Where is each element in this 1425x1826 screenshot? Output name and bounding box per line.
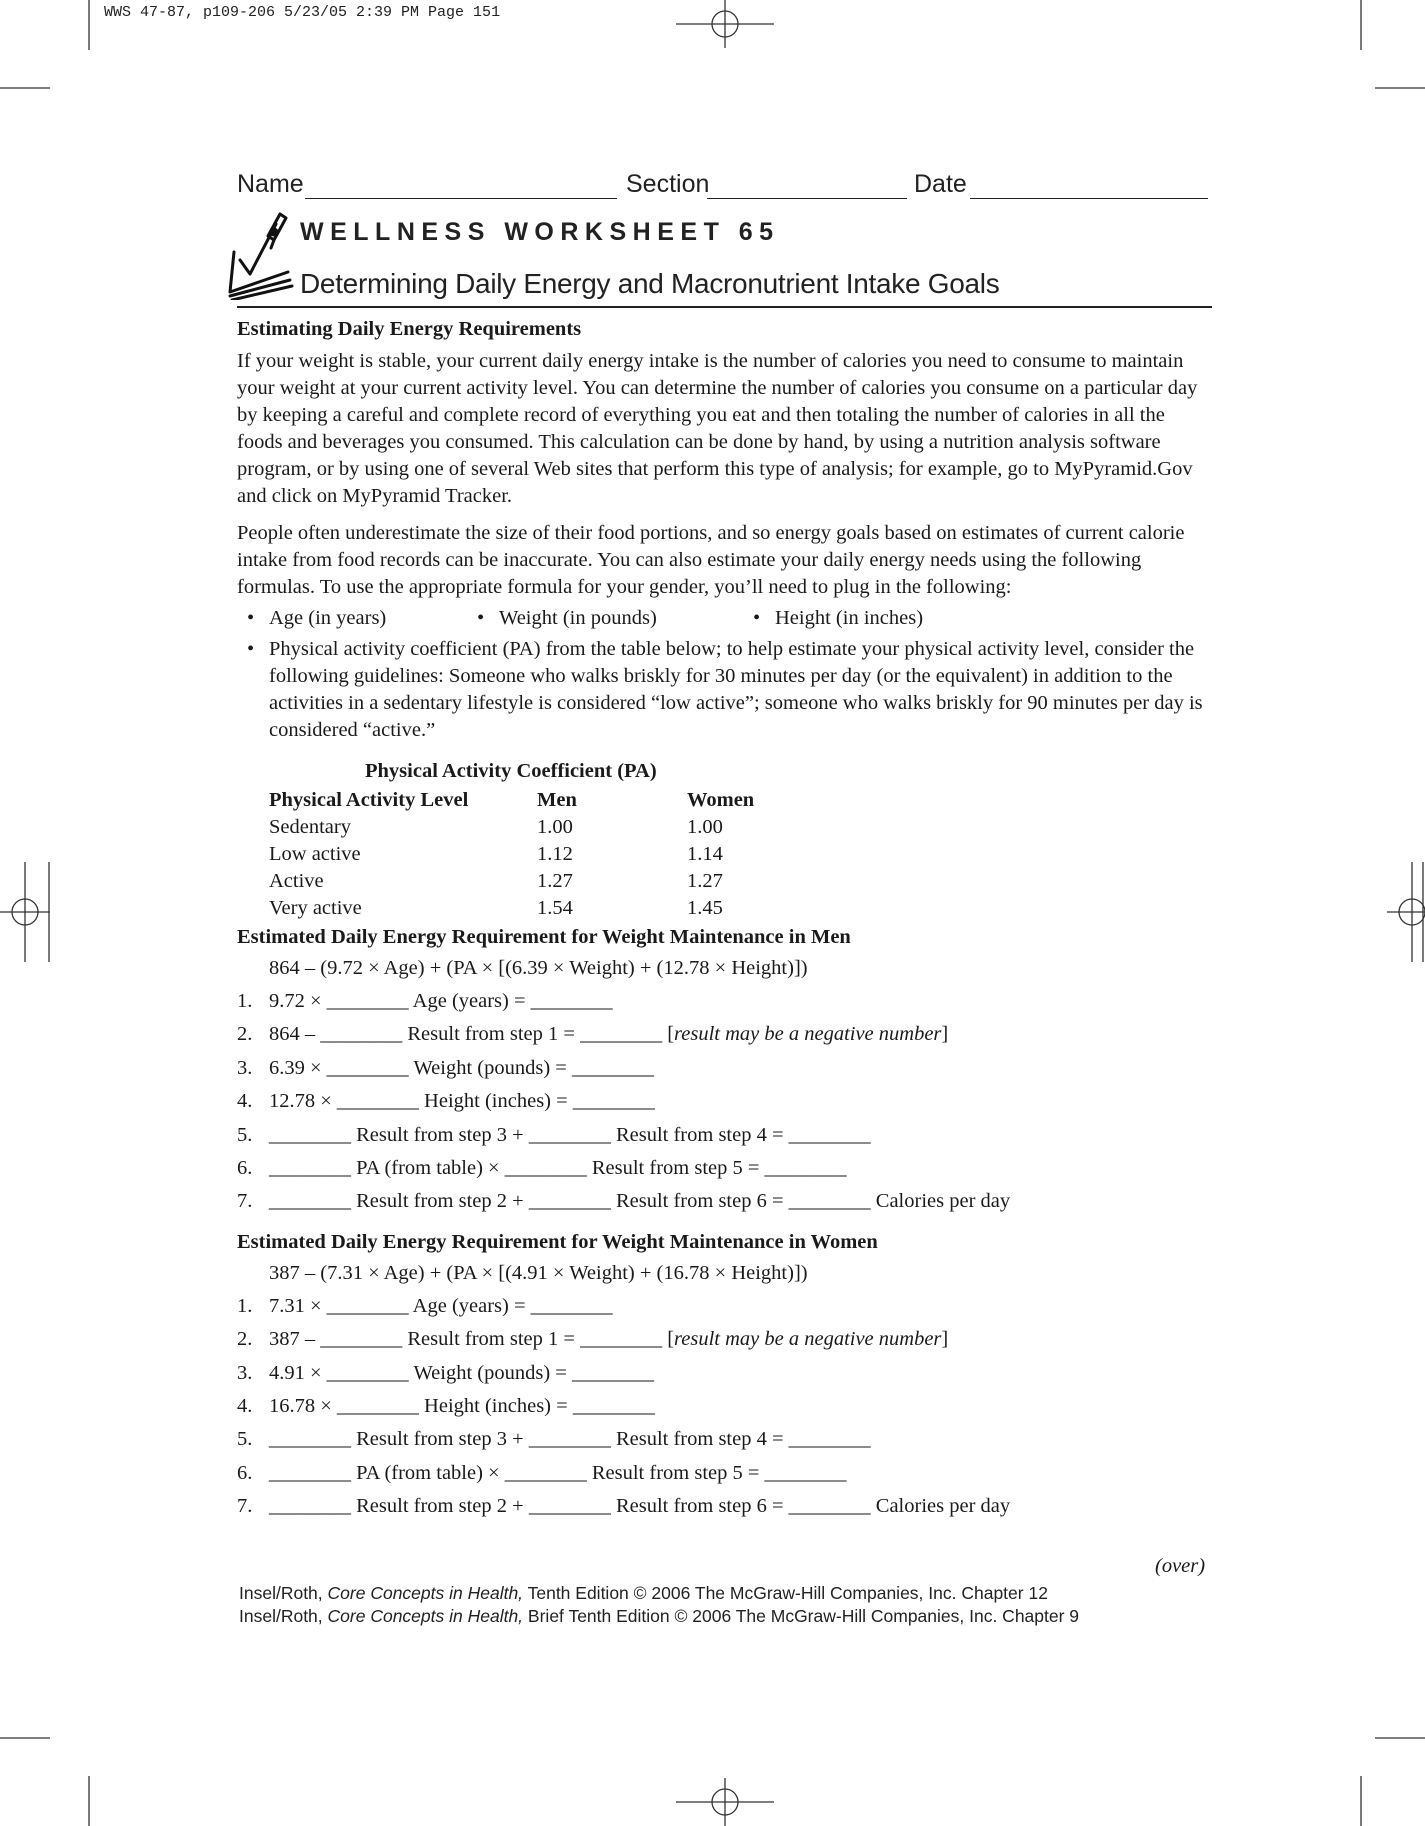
formula-women: 387 – (7.31 × Age) + (PA × [(4.91 × Weight) + (16.78 × Height)]) (269, 1261, 808, 1284)
bullet-item: • Weight (in pounds) (477, 607, 657, 629)
table-cell: Sedentary (269, 816, 351, 838)
step-number: 6. (237, 1461, 253, 1484)
steps-men (237, 985, 1212, 1219)
step-text: ________ Result from step 2 + ________ Result from step 6 = ________ Calories per day (269, 1495, 1011, 1518)
table-cell: 1.00 (687, 816, 723, 838)
table-cell: 1.14 (687, 843, 723, 865)
section-label: Section (626, 170, 710, 198)
footer-line-1: Insel/Roth, Core Concepts in Health, Tenth Edition © 2006 The McGraw-Hill Companies, Inc. Chapter 12 (239, 1583, 1048, 1603)
table-cell: Low active (269, 843, 361, 865)
step-number: 5. (237, 1428, 253, 1451)
over-note: (over) (1155, 1555, 1206, 1577)
table-cell: Active (269, 870, 324, 892)
bullet-item: • Age (in years) (247, 607, 387, 629)
step-number: 2. (237, 1023, 253, 1046)
pen-paper-icon (228, 210, 294, 300)
step-number: 3. (237, 1361, 253, 1384)
pa-bullet-list (237, 636, 1212, 744)
printer-slug: WWS 47-87, p109-206 5/23/05 2:39 PM Page 151 (104, 4, 501, 21)
step-number: 1. (237, 1294, 253, 1317)
intro-paragraph-1: If your weight is stable, your current daily energy intake is the number of calories you need to consume to maintain your weight at your current activity level. You can determine the number of calories you consume on a particular day by keeping a careful and complete record of everything you eat and then totaling the number of calories in all the foods and beverages you consumed. This calculation can be done by hand, by using a nutrition analysis software program, or by using one of several Web sites that perform this type of analysis; for example, go to MyPyramid.Gov and click on MyPyramid Tracker. (237, 350, 1198, 507)
step-row (237, 1323, 1212, 1356)
step-text: 387 – ________ Result from step 1 = ________ [result may be a negative number] (269, 1328, 949, 1351)
pa-table (269, 787, 807, 922)
step-text: 12.78 × ________ Height (inches) = ________ (269, 1090, 655, 1113)
step-row (237, 1018, 1212, 1051)
step-row (237, 1423, 1212, 1456)
section-heading-men: Estimated Daily Energy Requirement for Weight Maintenance in Men (237, 926, 851, 948)
table-cell: 1.45 (687, 897, 723, 919)
col-header-level: Physical Activity Level (269, 789, 469, 811)
step-row (237, 1052, 1212, 1085)
step-text: 4.91 × ________ Weight (pounds) = ________ (269, 1361, 654, 1384)
step-row (237, 1357, 1212, 1390)
step-row (237, 985, 1212, 1018)
table-row (269, 841, 807, 868)
worksheet-subtitle: Determining Daily Energy and Macronutrient Intake Goals (300, 268, 1000, 299)
section-heading-women: Estimated Daily Energy Requirement for Weight Maintenance in Women (237, 1230, 878, 1253)
step-text: ________ PA (from table) × ________ Result from step 5 = ________ (269, 1461, 847, 1484)
table-row (269, 868, 807, 895)
worksheet-title: WELLNESS WORKSHEET 65 (300, 218, 780, 246)
date-label: Date (914, 170, 967, 198)
table-cell: 1.12 (537, 843, 573, 865)
formula-men: 864 – (9.72 × Age) + (PA × [(6.39 × Weight) + (12.78 × Height)]) (269, 957, 808, 979)
step-text: 9.72 × ________ Age (years) = ________ (269, 990, 613, 1012)
step-number: 7. (237, 1190, 253, 1213)
input-bullets-row (237, 605, 1212, 632)
step-number: 1. (237, 990, 253, 1012)
step-text: ________ Result from step 3 + ________ Result from step 4 = ________ (269, 1123, 871, 1146)
table-cell: 1.54 (537, 897, 573, 919)
bullet-item: • Height (in inches) (753, 607, 924, 629)
table-cell: 1.00 (537, 816, 573, 838)
step-row (237, 1185, 1212, 1218)
name-field[interactable] (305, 198, 617, 199)
table-cell: Very active (269, 897, 362, 919)
table-row (269, 895, 807, 922)
date-field[interactable] (970, 198, 1208, 199)
section-heading-energy: Estimating Daily Energy Requirements (237, 318, 582, 340)
step-text: ________ Result from step 2 + ________ Result from step 6 = ________ Calories per day (269, 1190, 1011, 1213)
step-number: 5. (237, 1123, 253, 1146)
title-rule (237, 306, 1212, 308)
table-cell: 1.27 (537, 870, 573, 892)
table-cell: 1.27 (687, 870, 723, 892)
step-row (237, 1119, 1212, 1152)
step-row (237, 1085, 1212, 1118)
step-text: ________ Result from step 3 + ________ Result from step 4 = ________ (269, 1428, 871, 1451)
step-text: 864 – ________ Result from step 1 = ________ [result may be a negative number] (269, 1023, 949, 1046)
step-number: 4. (237, 1090, 253, 1113)
step-text: ________ PA (from table) × ________ Result from step 5 = ________ (269, 1157, 847, 1180)
section-field[interactable] (707, 198, 907, 199)
step-row (237, 1457, 1212, 1490)
step-row (237, 1152, 1212, 1185)
step-text: 7.31 × ________ Age (years) = ________ (269, 1294, 613, 1317)
pa-table-title: Physical Activity Coefficient (PA) (365, 760, 657, 782)
step-row (237, 1490, 1212, 1523)
step-number: 2. (237, 1328, 253, 1351)
steps-women (237, 1290, 1212, 1524)
bullet-item-pa: • Physical activity coefficient (PA) from the table below; to help estimate your physical activity level, consider the following guidelines: Someone who walks briskly for 30 minutes per day (or the equivalent) in addition to the activities in a sedentary lifestyle is considered “low active”; someone who walks briskly for 90 minutes per day is considered “active.” (237, 636, 1212, 744)
intro-paragraph-2: People often underestimate the size of their food portions, and so energy goals based on estimates of current calorie intake from food records can be inaccurate. You can also estimate your daily energy needs using the following formulas. To use the appropriate formula for your gender, you’ll need to plug in the following: (237, 522, 1185, 598)
footer-line-2: Insel/Roth, Core Concepts in Health, Brief Tenth Edition © 2006 The McGraw-Hill Companies, Inc. Chapter 9 (239, 1606, 1080, 1626)
step-text: 16.78 × ________ Height (inches) = ________ (269, 1395, 655, 1418)
step-number: 7. (237, 1495, 253, 1518)
name-label: Name (237, 170, 304, 198)
col-header-women: Women (687, 789, 755, 811)
worksheet-body (237, 314, 1212, 1524)
step-number: 4. (237, 1395, 253, 1418)
step-text: 6.39 × ________ Weight (pounds) = ________ (269, 1056, 654, 1079)
step-number: 3. (237, 1056, 253, 1079)
step-row (237, 1290, 1212, 1323)
table-row (269, 814, 807, 841)
pa-table-header-row (269, 787, 807, 814)
step-row (237, 1390, 1212, 1423)
student-info-header (237, 170, 1209, 206)
col-header-men: Men (537, 789, 577, 811)
step-number: 6. (237, 1157, 253, 1180)
